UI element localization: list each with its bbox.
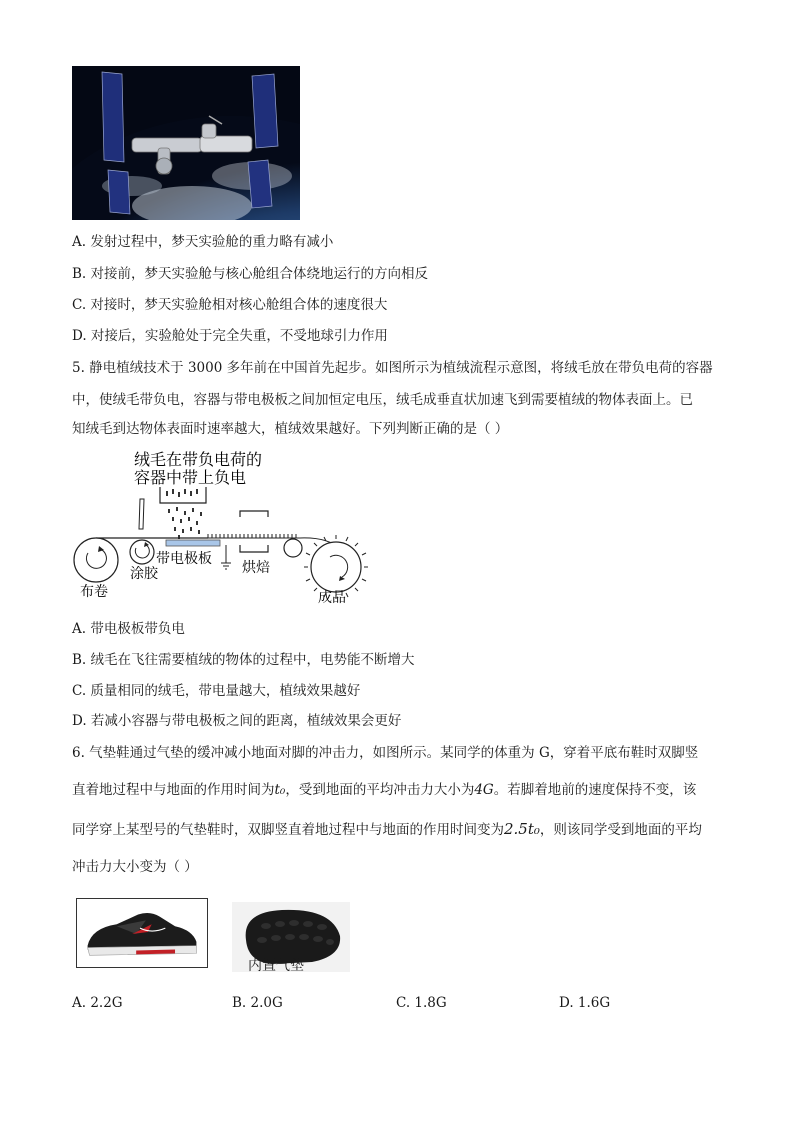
- q4-option-d: D. 对接后，实验舱处于完全失重，不受地球引力作用: [72, 328, 388, 344]
- q5-option-b: B. 绒毛在飞往需要植绒的物体的过程中，电势能不断增大: [72, 652, 415, 668]
- q6-time2: 2.5t₀: [504, 820, 540, 838]
- flocked-surface: [208, 534, 340, 549]
- q6-stem-line3-b: ，则该同学受到地面的平均: [539, 822, 702, 838]
- q6-stem-line2-b: ，受到地面的平均冲击力大小为: [285, 782, 475, 798]
- roll-label: 布卷: [80, 584, 108, 600]
- q6-stem-line2: [72, 780, 696, 800]
- q6-stem-line2-c: 。若脚着地前的速度保持不变，该: [493, 782, 697, 798]
- q5-option-d: D. 若减小容器与带电极板之间的距离，植绒效果会更好: [72, 713, 402, 729]
- q5-stem-line1: 5. 静电植绒技术于 3000 多年前在中国首先起步。如图所示为植绒流程示意图，将绒毛放在带负电荷的容器: [72, 360, 713, 376]
- glue-label: 涂胶: [130, 566, 158, 582]
- q4-option-c: C. 对接时，梦天实验舱相对核心舱组合体的速度很大: [72, 297, 388, 313]
- q6-stem-line3-a: 同学穿上某型号的气垫鞋时，双脚竖直着地过程中与地面的作用时间变为: [72, 822, 504, 838]
- q4-option-b: B. 对接前，梦天实验舱与核心舱组合体绕地运行的方向相反: [72, 266, 429, 282]
- q6-option-d: D. 1.6G: [559, 995, 611, 1011]
- dry-label: 烘焙: [242, 560, 270, 576]
- q5-stem-line3: 知绒毛到达物体表面时速率越大，植绒效果越好。下列判断正确的是（ ）: [72, 421, 509, 437]
- q6-stem-line4: 冲击力大小变为（ ）: [72, 859, 198, 875]
- product-label: 成品: [318, 590, 346, 605]
- space-station-photo: [72, 66, 300, 220]
- q6-stem-line2-a: 直着地过程中与地面的作用时间为: [72, 782, 275, 798]
- q6-force: 4G: [474, 782, 494, 798]
- plate-label: 带电极板: [156, 551, 212, 567]
- flocking-process-diagram: [68, 445, 368, 605]
- air-cushion-shoe-photo: [76, 898, 208, 968]
- q5-option-c: C. 质量相同的绒毛，带电量越大，植绒效果越好: [72, 683, 361, 699]
- q6-stem-line1: 6. 气垫鞋通过气垫的缓冲减小地面对脚的冲击力，如图所示。某同学的体重为 G，穿着平底布鞋时双脚竖: [72, 745, 699, 761]
- q4-option-a: A. 发射过程中，梦天实验舱的重力略有减小: [72, 234, 334, 250]
- q6-option-c: C. 1.8G: [396, 995, 447, 1011]
- q6-stem-line3: [72, 819, 702, 840]
- container-label-1: 绒毛在带负电荷的: [134, 450, 263, 469]
- container-label-2: 容器中带上负电: [134, 468, 247, 487]
- q6-option-a: A. 2.2G: [72, 995, 123, 1011]
- sole-label: 内置气垫: [248, 958, 304, 974]
- q5-stem-line2: 中，使绒毛带负电，容器与带电极板之间加恒定电压，绒毛成垂直状加速飞到需要植绒的物体表面上。已: [72, 392, 693, 408]
- q6-option-b: B. 2.0G: [232, 995, 283, 1011]
- q6-t0: t₀: [274, 782, 286, 798]
- fiber-particles: [166, 489, 202, 539]
- charged-plate: [166, 540, 220, 546]
- q5-option-a: A. 带电极板带负电: [72, 621, 185, 637]
